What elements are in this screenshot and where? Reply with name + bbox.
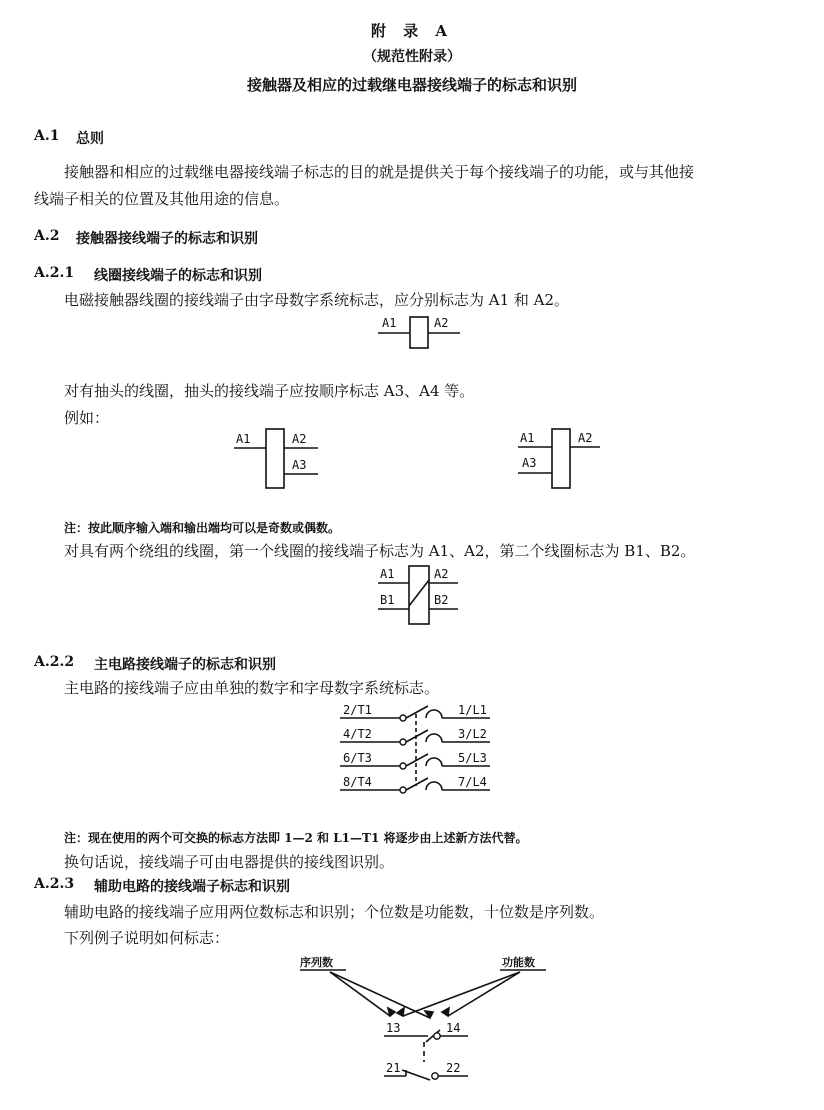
- svg-text:3/L2: 3/L2: [458, 727, 487, 741]
- section-a21-note: 注：按此顺序输入端和输出端均可以是奇数或偶数。: [64, 521, 341, 535]
- auxiliary-circuit-diagram: [290, 950, 560, 1090]
- section-a22-text1: 主电路的接线端子应由单独的数字和字母数字系统标志。: [64, 679, 440, 697]
- winding-diagonal: [409, 580, 429, 606]
- winding-a1-label: A1: [380, 567, 395, 581]
- winding-a2-label: A2: [434, 567, 449, 581]
- main-circuit-diagram: [340, 700, 500, 804]
- terminal-13-label: 13: [386, 1021, 401, 1035]
- tapped-b-a2-label: A2: [578, 431, 593, 445]
- sequence-number-label: 序列数: [300, 956, 333, 969]
- section-a1-title: 总则: [76, 131, 104, 147]
- section-a23-text2: 下列例子说明如何标志：: [64, 929, 230, 947]
- tapped-a-a3-label: A3: [292, 458, 307, 472]
- coil-a2-label: A2: [434, 316, 449, 330]
- section-a22-text2: 换句话说，接线端子可由电器提供的接线图识别。: [64, 853, 395, 871]
- winding-coil-body: [409, 566, 429, 624]
- annex-heading: 附 录 A: [370, 22, 454, 40]
- winding-b2-label: B2: [434, 593, 449, 607]
- section-a21-text2: 对有抽头的线圈，抽头的接线端子应按顺序标志 A3、A4 等。: [64, 382, 475, 400]
- svg-text:2/T1: 2/T1: [343, 703, 372, 717]
- arrow-func-14: [448, 972, 520, 1016]
- tapped-b-coil-body: [552, 429, 570, 488]
- section-a21-text1: 电磁接触器线圈的接线端子由字母数字系统标志，应分别标志为 A1 和 A2。: [64, 291, 570, 309]
- tapped-b-a3-label: A3: [522, 456, 537, 470]
- section-a1-text-line1: 接触器和相应的过载继电器接线端子标志的目的就是提供关于每个接线端子的功能，或与其他接: [64, 163, 695, 181]
- terminal-21-label: 21: [386, 1061, 401, 1075]
- section-a23-text1: 辅助电路的接线端子应用两位数标志和识别；个位数是功能数，十位数是序列数。: [64, 903, 605, 921]
- arrow-func-13: [403, 972, 520, 1016]
- section-a21-text3: 例如：: [64, 409, 110, 427]
- svg-text:1/L1: 1/L1: [458, 703, 487, 717]
- section-a2-number: A.2: [34, 228, 60, 244]
- terminal-22-label: 22: [446, 1061, 461, 1075]
- tapped-a-coil-body: [266, 429, 284, 488]
- svg-text:5/L3: 5/L3: [458, 751, 487, 765]
- two-winding-coil-diagram: [378, 564, 468, 628]
- section-a22-note: 注：现在使用的两个可交换的标志方法即 1—2 和 L1—T1 将逐步由上述新方法代替。: [64, 831, 528, 845]
- annex-title: 接触器及相应的过载继电器接线端子的标志和识别: [246, 76, 577, 94]
- section-a1-number: A.1: [34, 128, 60, 144]
- section-a23-title: 辅助电路的接线端子标志和识别: [94, 879, 290, 895]
- svg-text:6/T3: 6/T3: [343, 751, 372, 765]
- svg-text:7/L4: 7/L4: [458, 775, 487, 789]
- main-contact-row: [340, 775, 490, 793]
- main-contact-row: [340, 727, 490, 745]
- section-a21-number: A.2.1: [34, 265, 75, 281]
- arrow-seq-13: [330, 972, 390, 1016]
- section-a22-title: 主电路接线端子的标志和识别: [94, 657, 276, 673]
- coil-body: [410, 317, 428, 348]
- function-number-label: 功能数: [502, 956, 535, 969]
- tapped-a-a1-label: A1: [236, 432, 251, 446]
- svg-text:8/T4: 8/T4: [343, 775, 372, 789]
- section-a23-number: A.2.3: [34, 876, 75, 892]
- svg-text:4/T2: 4/T2: [343, 727, 372, 741]
- main-contact-row: [340, 751, 490, 769]
- winding-b1-label: B1: [380, 593, 395, 607]
- tapped-a-a2-label: A2: [292, 432, 307, 446]
- section-a1-text-line2: 线端子相关的位置及其他用途的信息。: [34, 190, 290, 208]
- coil-diagram: [370, 312, 480, 354]
- tapped-coil-diagram-a: [232, 424, 332, 492]
- section-a21-text4: 对具有两个绕组的线圈，第一个线圈的接线端子标志为 A1、A2，第二个线圈标志为 B1、B2。: [64, 542, 696, 560]
- tapped-coil-diagram-b: [516, 424, 616, 492]
- terminal-14-label: 14: [446, 1021, 461, 1035]
- tapped-b-a1-label: A1: [520, 431, 535, 445]
- section-a21-title: 线圈接线端子的标志和识别: [94, 268, 262, 284]
- section-a22-number: A.2.2: [34, 654, 75, 670]
- coil-a1-label: A1: [382, 316, 397, 330]
- main-contact-row: [340, 703, 490, 721]
- annex-type: （规范性附录）: [363, 49, 461, 65]
- section-a2-title: 接触器接线端子的标志和识别: [76, 231, 258, 247]
